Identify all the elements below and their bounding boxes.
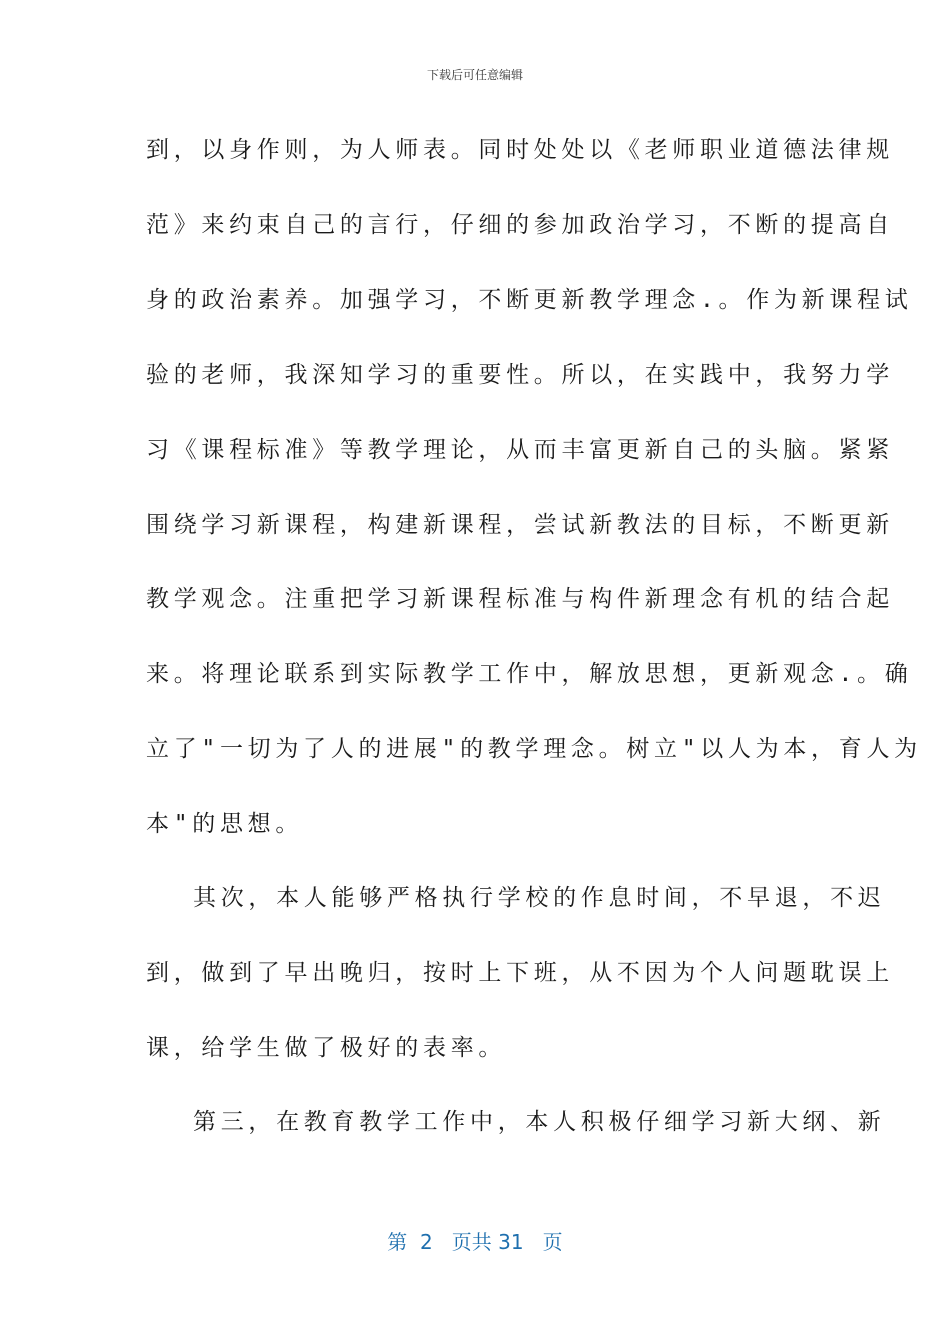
body-line: 验的老师，我深知学习的重要性。所以，在实践中，我努力学 (146, 362, 894, 388)
body-line: 身的政治素养。加强学习，不断更新教学理念.。作为新课程试 (146, 287, 913, 313)
body-line: 到，以身作则，为人师表。同时处处以《老师职业道德法律规 (146, 137, 894, 163)
body-line: 课，给学生做了极好的表率。 (146, 1035, 507, 1061)
body-line: 范》来约束自己的言行，仔细的参加政治学习，不断的提高自 (146, 212, 894, 238)
body-line: 来。将理论联系到实际教学工作中，解放思想，更新观念.。确 (146, 661, 913, 687)
body-line: 习《课程标准》等教学理论，从而丰富更新自己的头脑。紧紧 (146, 437, 894, 463)
header-note: 下载后可任意编辑 (426, 68, 523, 82)
page-number-footer: 第 2 页共 31 页 (387, 1230, 563, 1254)
body-line: 立了"一切为了人的进展"的教学理念。树立"以人为本，育人为 (146, 736, 922, 762)
body-line: 教学观念。注重把学习新课程标准与构件新理念有机的结合起 (146, 586, 894, 612)
paragraph-start-line: 第三，在教育教学工作中，本人积极仔细学习新大纲、新 (193, 1109, 886, 1135)
paragraph-start-line: 其次，本人能够严格执行学校的作息时间，不早退，不迟 (193, 885, 886, 911)
body-line: 围绕学习新课程，构建新课程，尝试新教法的目标，不断更新 (146, 512, 894, 538)
body-line: 本"的思想。 (146, 811, 304, 837)
body-line: 到，做到了早出晚归，按时上下班，从不因为个人问题耽误上 (146, 960, 894, 986)
